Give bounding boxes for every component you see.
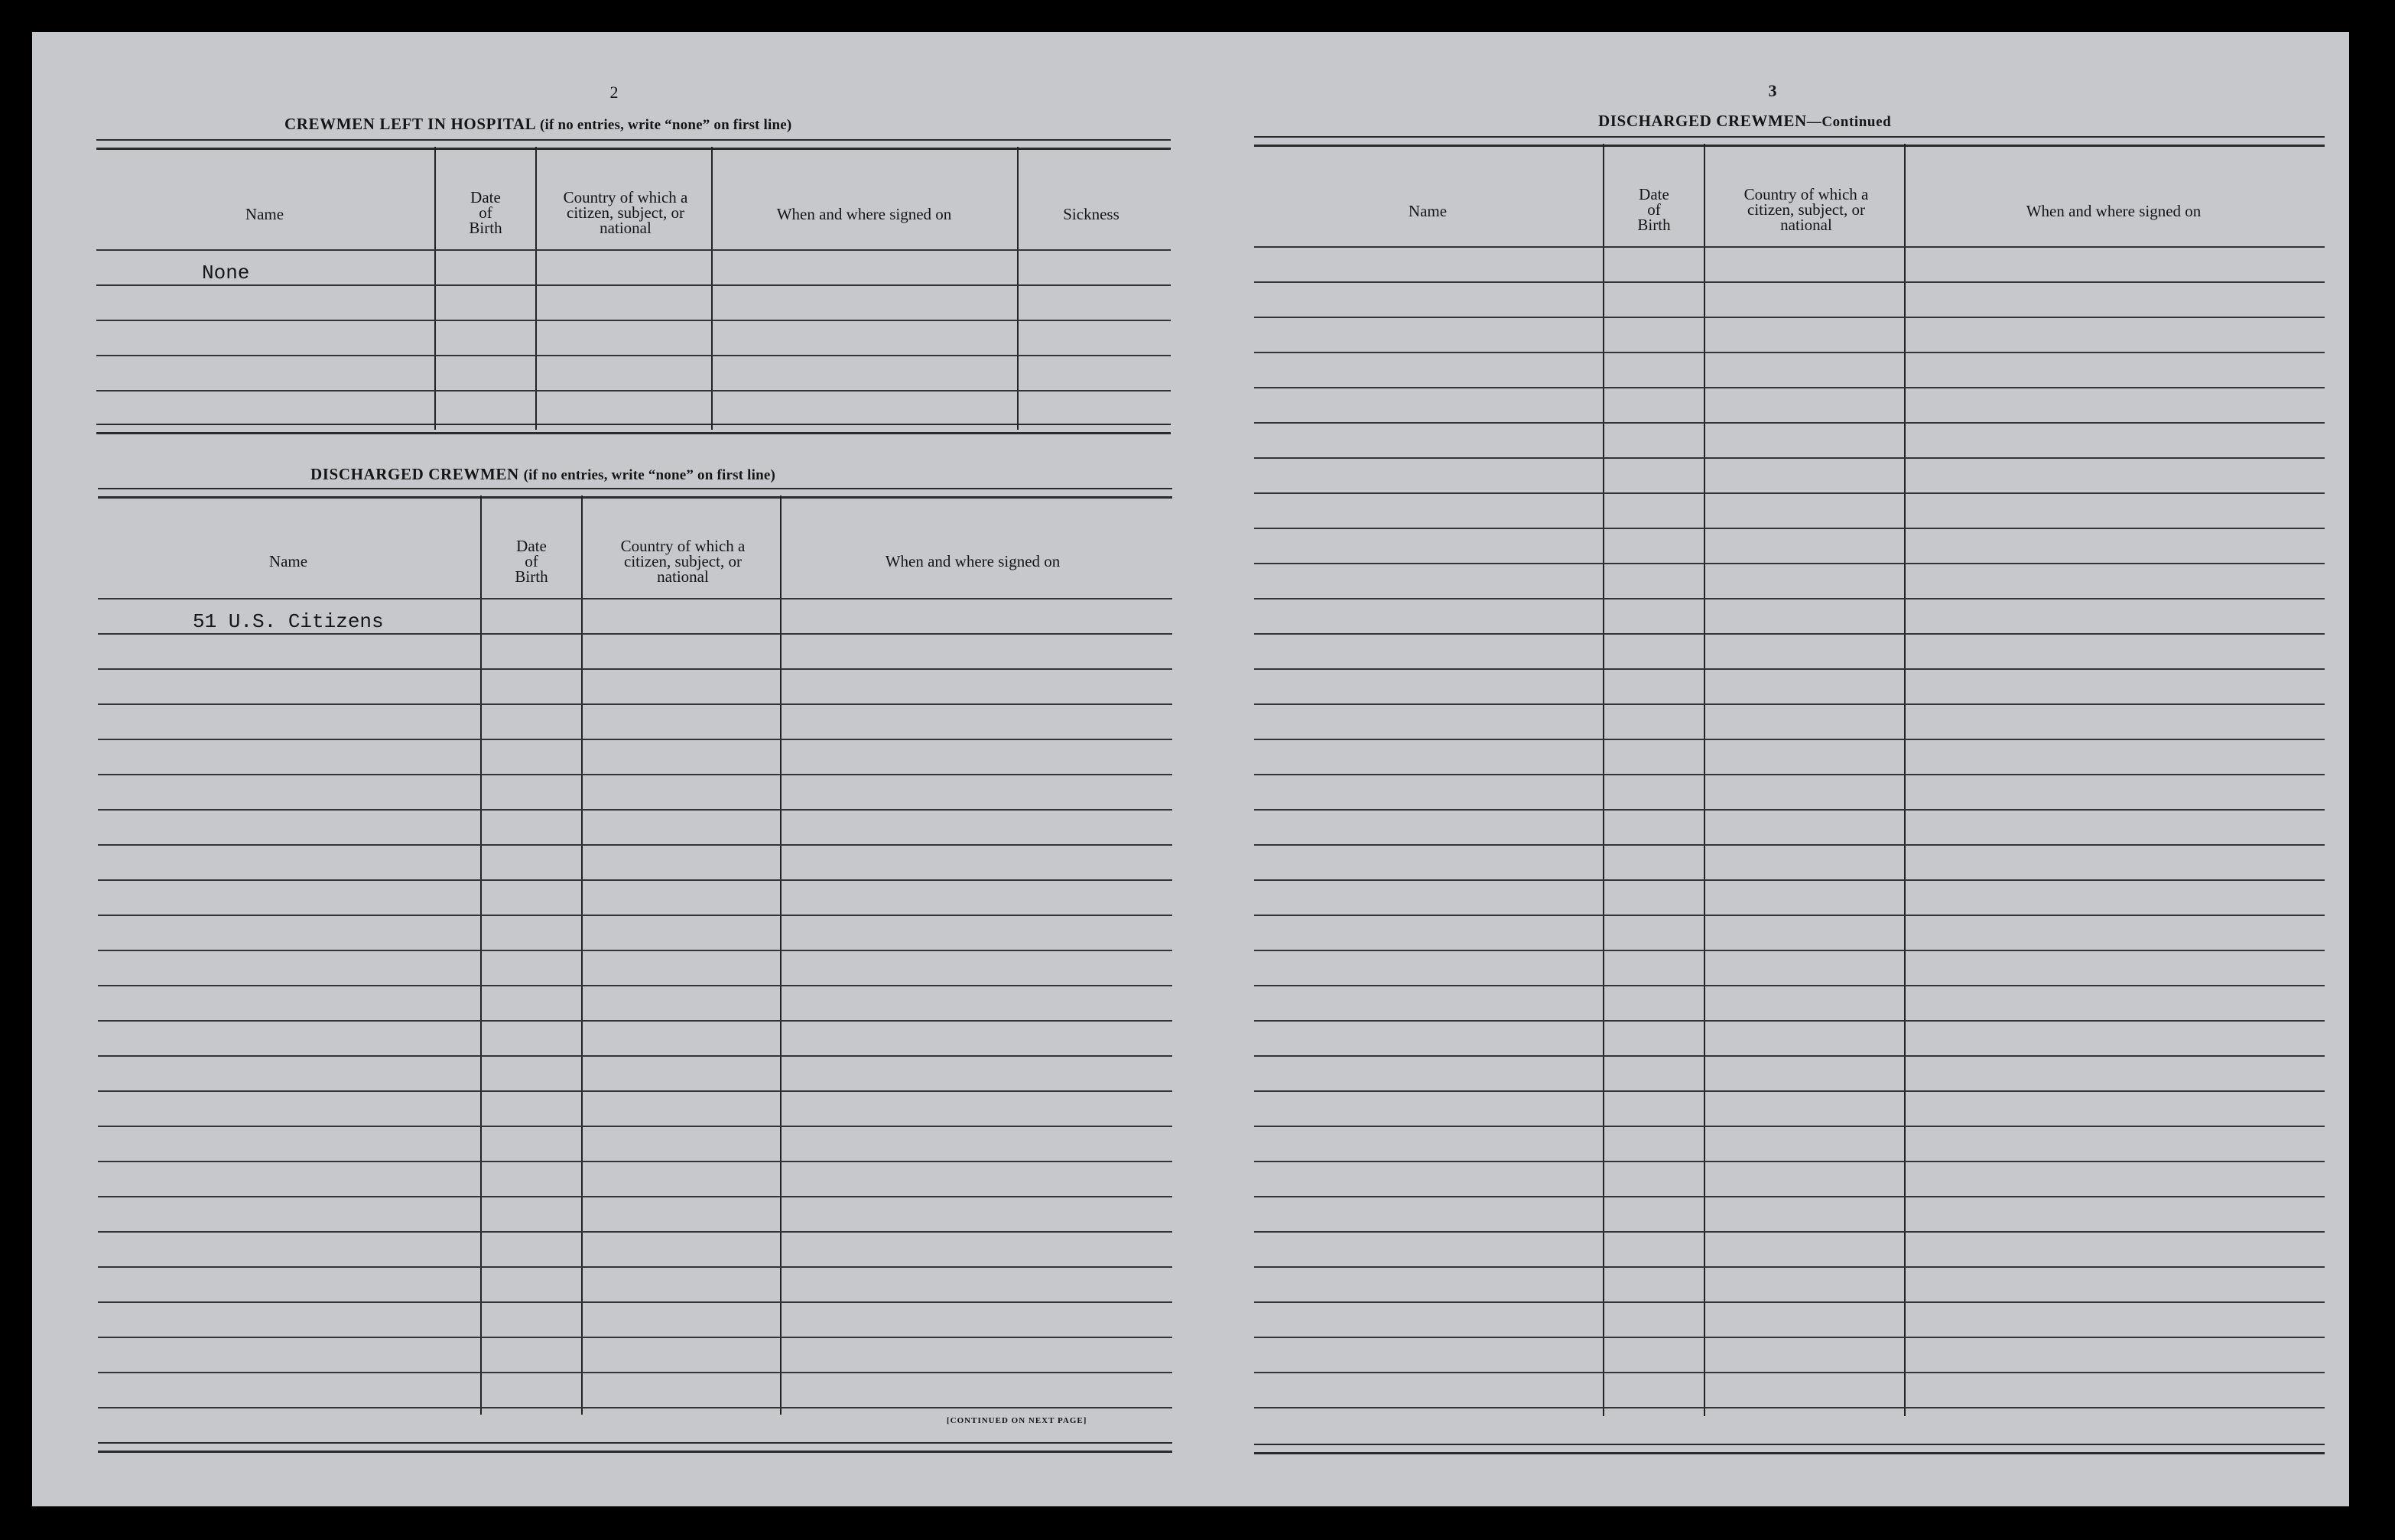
- table-row: [1254, 879, 2325, 881]
- discharged-note: (if no entries, write “none” on first line): [523, 467, 776, 483]
- table-row: [98, 1020, 1172, 1022]
- table-row: [1254, 985, 2325, 986]
- table-row: [96, 284, 1171, 286]
- table-row: [1254, 1301, 2325, 1303]
- table-row: [98, 1196, 1172, 1197]
- table-row: [98, 1372, 1172, 1373]
- discharged-table-right: [1254, 136, 2325, 1457]
- table-row: [98, 950, 1172, 951]
- table-row: [1254, 703, 2325, 705]
- col-header-signed: When and where signed on: [885, 552, 1061, 570]
- table-row: [96, 320, 1171, 321]
- hospital-note: (if no entries, write “none” on first line): [539, 117, 792, 133]
- table-row: [98, 774, 1172, 775]
- table-row: [1254, 633, 2325, 635]
- right-subtitle: —Continued: [1806, 114, 1892, 130]
- col-header-dob: Date of Birth: [469, 188, 502, 237]
- table-top-rule: [96, 139, 1171, 150]
- hospital-entry: None: [202, 262, 250, 284]
- table-row: [98, 1301, 1172, 1303]
- table-row: [1254, 457, 2325, 459]
- table-row: [1254, 387, 2325, 388]
- hospital-title-text: CREWMEN LEFT IN HOSPITAL: [284, 115, 536, 133]
- hospital-table: [96, 139, 1171, 476]
- table-row: [98, 1126, 1172, 1127]
- table-top-rule: [1254, 136, 2325, 147]
- table-row: [1254, 1020, 2325, 1022]
- col-header-country: Country of which a citizen, subject, or national: [620, 537, 746, 586]
- table-row: [1254, 1196, 2325, 1197]
- right-title-text: DISCHARGED CREWMEN: [1598, 112, 1807, 130]
- discharged-title-text: DISCHARGED CREWMEN: [310, 465, 519, 483]
- page-number-right: 3: [1768, 81, 1777, 100]
- table-row: [98, 633, 1172, 635]
- table-row: [96, 249, 1171, 251]
- table-row: [1254, 1090, 2325, 1092]
- table-bottom-rule: [96, 424, 1171, 434]
- table-row: [98, 668, 1172, 670]
- table-row: [1254, 352, 2325, 353]
- table-row: [1254, 668, 2325, 670]
- table-row: [1254, 809, 2325, 811]
- right-section-title: [1598, 112, 1891, 131]
- table-row: [98, 879, 1172, 881]
- table-row: [98, 844, 1172, 846]
- table-row: [98, 1090, 1172, 1092]
- table-row: [98, 985, 1172, 986]
- table-row: [98, 1407, 1172, 1408]
- table-row: [1254, 528, 2325, 529]
- table-row: [1254, 739, 2325, 740]
- table-row: [98, 1337, 1172, 1338]
- continued-footer: [CONTINUED ON NEXT PAGE]: [947, 1416, 1087, 1425]
- table-row: [1254, 1055, 2325, 1057]
- table-row: [1254, 1337, 2325, 1338]
- table-row: [98, 1055, 1172, 1057]
- discharged-section-title: [310, 465, 775, 484]
- table-bottom-rule: [1254, 1444, 2325, 1454]
- table-row: [1254, 915, 2325, 916]
- table-row: [96, 355, 1171, 356]
- col-header-signed: When and where signed on: [776, 205, 952, 223]
- document-sheet: [32, 32, 2349, 1506]
- discharged-entry: 51 U.S. Citizens: [193, 610, 384, 633]
- table-row: [98, 598, 1172, 599]
- table-row: [1254, 422, 2325, 424]
- table-row: [1254, 950, 2325, 951]
- hospital-section-title: [284, 115, 791, 134]
- col-header-sickness: Sickness: [1063, 205, 1120, 223]
- table-row: [1254, 1407, 2325, 1408]
- table-row: [98, 739, 1172, 740]
- table-row: [1254, 774, 2325, 775]
- table-row: [1254, 1231, 2325, 1233]
- table-row: [1254, 492, 2325, 494]
- table-row: [1254, 1161, 2325, 1162]
- col-header-country: Country of which a citizen, subject, or national: [563, 188, 688, 237]
- col-header-country: Country of which a citizen, subject, or national: [1743, 185, 1869, 234]
- page-number-left: 2: [609, 83, 619, 102]
- table-row: [98, 809, 1172, 811]
- col-header-name: Name: [245, 205, 284, 223]
- table-row: [1254, 281, 2325, 283]
- table-row: [1254, 1126, 2325, 1127]
- table-row: [98, 1266, 1172, 1268]
- table-row: [98, 1231, 1172, 1233]
- col-header-dob: Date of Birth: [1637, 185, 1671, 234]
- col-header-name: Name: [1408, 202, 1448, 220]
- table-row: [98, 915, 1172, 916]
- discharged-table-left: [98, 488, 1172, 1456]
- table-row: [98, 703, 1172, 705]
- table-row: [96, 390, 1171, 391]
- table-row: [1254, 317, 2325, 318]
- table-row: [1254, 1372, 2325, 1373]
- table-row: [98, 1161, 1172, 1162]
- col-header-name: Name: [268, 552, 308, 570]
- col-header-dob: Date of Birth: [515, 537, 548, 586]
- table-row: [1254, 598, 2325, 599]
- table-top-rule: [98, 488, 1172, 499]
- table-row: [1254, 246, 2325, 248]
- table-row: [1254, 844, 2325, 846]
- table-bottom-rule: [98, 1442, 1172, 1453]
- col-header-signed: When and where signed on: [2026, 202, 2202, 220]
- table-row: [1254, 563, 2325, 564]
- table-row: [1254, 1266, 2325, 1268]
